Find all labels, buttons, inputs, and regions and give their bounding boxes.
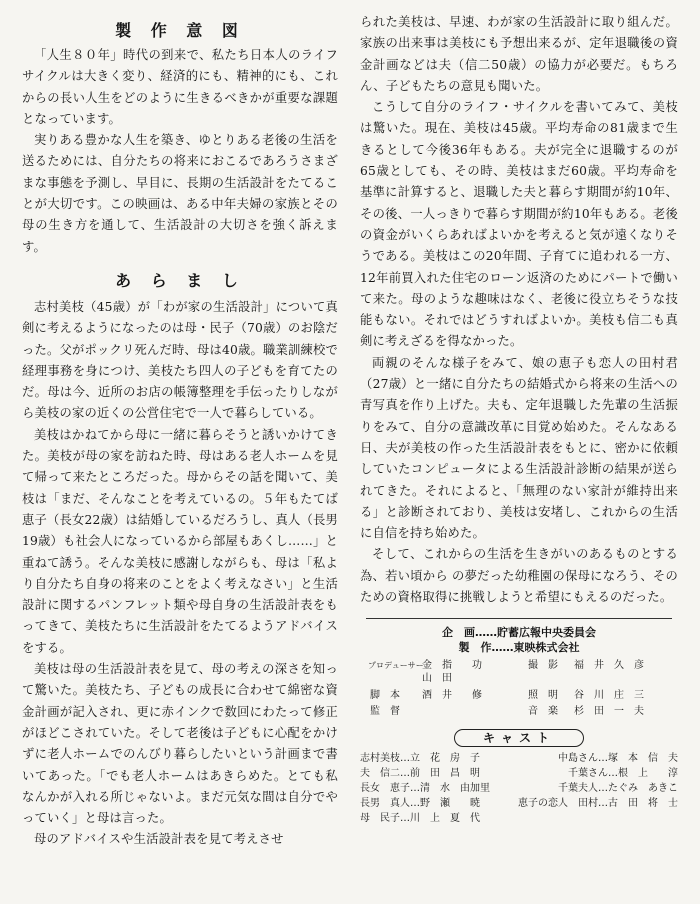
intro-paragraph-1: 「人生８０年」時代の到来で、私たち日本人のライフサイクルは大きく変り、経済的にも、精神的にも、これからの長い人生をどのように生きるべきかが重要な課題となっています。 xyxy=(22,48,338,126)
synopsis-paragraph-1: 志村美枝（45歳）が「わが家の生活設計」について真剣に考えるようになったのは母・民子（70歳）のお陰だった。父がポックリ死んだ時、母は40歳。職業訓練校で経理事務を身につけ、美枝たち四人の子どもを育てたのだ。母は今、近所のお店の帳簿整理を手伝ったりしながら美枝の家の近くの公営住宅で一人で暮らしている。 xyxy=(22,299,338,421)
right-paragraph-1: られた美枝は、早速、わが家の生活設計に取り組んだ。家族の出来事は美枝にも予想出来るが、定年退職後の資金計画などは夫（信二50歳）の協力が必要だ。もちろん、子どもたちの意見も聞いた。 xyxy=(360,15,678,93)
intro-paragraph-2: 実りある豊かな人生を築き、ゆとりある老後の生活を送るためには、自分たちの将来におこるであろうさまざまな事態を予測し、早目に、長期の生活設計をたてることが大切です。この映画は、ある中年夫婦の家族とその母の生き方を通して、生活設計の大切さを強く訴えます。 xyxy=(22,133,338,254)
staff-credits: プロデューサー 金 指 功 撮 影 福 井 久 彦 山 田 脚 本 酒 井 修 照 明 谷 川 庄 三 監 督 音 楽 杉 田 一 夫 xyxy=(368,660,644,718)
cast-list xyxy=(360,751,678,826)
right-paragraph-3: 両親のそんな様子をみて、娘の恵子も恋人の田村君（27歳）と一緒に自分たちの結婚式から将来の生活への青写真を作り上げた。夫も、定年退職した先輩の生活振りをみて、自分の意識改革に目覚め始めた。そんなある日、夫が美枝の作った生活設計表をもとに、密かに依頼していたコンピュータによる生活設計診断の結果が送られてきた。それによると、「無理のない家計が維持出来る」と診断されており、美枝は安堵し、これからの生活に自信を持ち始めた。 xyxy=(360,355,678,541)
synopsis-paragraph-4: 母のアドバイスや生活設計表を見て考えさせ xyxy=(34,832,284,847)
left-column xyxy=(22,0,338,851)
credits-divider xyxy=(366,618,672,619)
production-intent-body xyxy=(22,45,338,258)
cast-row: 長男 真人…野 瀬 暁 恵子の恋人 田村…古 田 将 士 xyxy=(360,798,678,810)
cast-row: 長女 恵子…清 水 由加里 千葉夫人…たぐみ あきこ xyxy=(360,783,678,795)
production-credits xyxy=(360,625,678,655)
synopsis-continued xyxy=(360,12,678,608)
synopsis-body xyxy=(22,297,338,851)
right-column xyxy=(360,0,678,826)
synopsis-heading: あ ら ま し xyxy=(115,270,245,290)
right-paragraph-4: そして、これからの生活を生きがいのあるものとする為、若い頃から の夢だった幼稚園の保母になろう、そのための資格取得に挑戦しようと希望にもえるのだった。 xyxy=(360,547,678,605)
credit-production: 製 作…… 東映株式会社 xyxy=(458,641,580,655)
cast-row: 母 民子…川 上 夏 代 xyxy=(360,813,480,825)
cast-row: 志村美枝…立 花 房 子 中島さん…塚 本 信 夫 xyxy=(360,753,678,765)
cast-row: 夫 信二…前 田 昌 明 千葉さん…根 上 淳 xyxy=(360,768,678,780)
credit-planning: 企 画…… 貯蓄広報中央委員会 xyxy=(442,626,596,640)
cast-heading: キャスト xyxy=(360,729,678,747)
synopsis-paragraph-2: 美枝はかねてから母に一緒に暮らそうと誘いかけてきた。美枝が母の家を訪ねた時、母はある老人ホームを見て帰って来たところだった。母からその話を聞いて、美枝は「まだ、そんなことを考えているの。５年もたてば恵子（長女22歳）は結婚しているだろうし、真人（長男19歳）も社会人になっているから部屋もあくし……」と重ねて誘う。そんな美枝に感謝しながらも、母は「私より自分たち自身の将来のことをよく考えなさい」と生活設計に関するパンフレット類や母自身の生活設計表をもってきて、美枝たちに生活設計をたてるようアドバイスをする。 xyxy=(22,427,338,655)
credits-block xyxy=(360,618,678,826)
synopsis-paragraph-3: 美枝は母の生活設計表を見て、母の考えの深さを知って驚いた。美枝たち、子どもの成長に合わせて綿密な資金計画が記入され、更に赤インクで数回にわたって修正がほどこされていた。そして老後は子どもに心配をかけずに老人ホームでのんびり暮らしたいという計画まで書いてあった。「でも老人ホームはあきらめた。とても私なんかが入れる所じゃないよ。まだ元気な間は自分でやっていく」と母は言った。 xyxy=(22,662,338,826)
right-paragraph-2: こうして自分のライフ・サイクルを書いてみて、美枝は驚いた。現在、美枝は45歳。平均寿命の81歳まで生きるとして今後36年もある。夫が完全に退職するのが65歳としても、その時、美枝はまだ60歳。平均寿命を基準に計算すると、退職した夫と暮らす期間が約10年、その後、一人っきりで暮らす期間が約10年もある。老後の資金がいくらあればよいかを考えると気が遠くなりそうである。美枝はこの20年間、子育てに追われる一方、12年前買入れた住宅のローン返済のためにパートで働いて来た。母のような趣味はなく、老後に役立ちそうな技能もない。それではどうすればよいか。美枝も信二も真剣に考えざるを得なかった。 xyxy=(360,100,678,349)
production-intent-heading: 製 作 意 図 xyxy=(115,21,245,40)
